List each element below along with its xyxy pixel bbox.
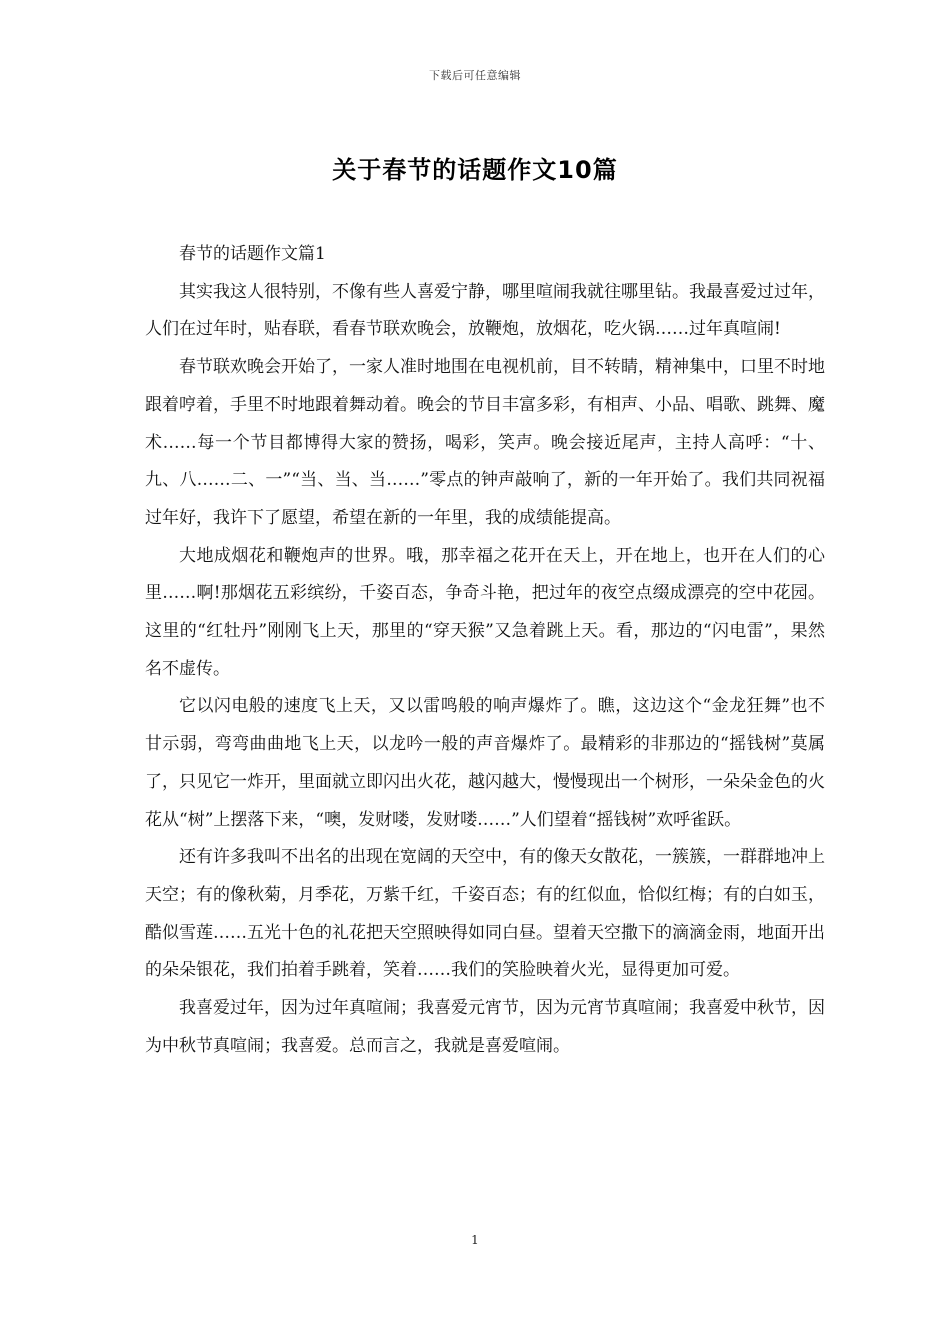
document-body [145,236,825,1065]
paragraph: 其实我这人很特别，不像有些人喜爱宁静，哪里喧闹我就往哪里钻。我最喜爱过过年，人们在过年时，贴春联，看春节联欢晚会，放鞭炮，放烟花，吃火锅……过年真喧闹! [145,281,825,340]
page-number: 1 [471,1233,479,1247]
paragraph: 春节联欢晚会开始了，一家人准时地围在电视机前，目不转睛，精神集中，口里不时地跟着哼着，手里不时地跟着舞动着。晚会的节目丰富多彩，有相声、小品、唱歌、跳舞、魔术……每一个节目都博得大家的赞扬，喝彩，笑声。晚会接近尾声，主持人高呼：“十、九、八……二、一”“当、当、当……”零点的钟声敲响了，新的一年开始了。我们共同祝福过年好，我许下了愿望，希望在新的一年里，我的成绩能提高。 [145,357,825,528]
section-heading: 春节的话题作文篇1 [179,244,326,264]
paragraph: 它以闪电般的速度飞上天，又以雷鸣般的响声爆炸了。瞧，这边这个“金龙狂舞”也不甘示弱，弯弯曲曲地飞上天，以龙吟一般的声音爆炸了。最精彩的非那边的“摇钱树”莫属了，只见它一炸开，里面就立即闪出火花，越闪越大，慢慢现出一个树形，一朵朵金色的火花从“树”上摆落下来，“噢，发财喽，发财喽……”人们望着“摇钱树”欢呼雀跃。 [145,696,825,830]
paragraph: 大地成烟花和鞭炮声的世界。哦，那幸福之花开在天上，开在地上，也开在人们的心里……啊!那烟花五彩缤纷，千姿百态，争奇斗艳，把过年的夜空点缀成漂亮的空中花园。这里的“红牡丹”刚刚飞上天，那里的“穿天猴”又急着跳上天。看，那边的“闪电雷”，果然名不虚传。 [145,545,825,679]
header-note: 下载后可任意编辑 [429,69,521,82]
document-title: 关于春节的话题作文10篇 [332,156,618,184]
paragraph: 我喜爱过年，因为过年真喧闹；我喜爱元宵节，因为元宵节真喧闹；我喜爱中秋节，因为中秋节真喧闹；我喜爱。总而言之，我就是喜爱喧闹。 [145,998,825,1056]
paragraph: 还有许多我叫不出名的出现在宽阔的天空中，有的像天女散花，一簇簇，一群群地冲上天空；有的像秋菊，月季花，万紫千红，千姿百态；有的红似血，恰似红梅；有的白如玉，酷似雪莲……五光十色的礼花把天空照映得如同白昼。望着天空撒下的滴滴金雨，地面开出的朵朵银花，我们拍着手跳着，笑着……我们的笑脸映着火光，显得更加可爱。 [145,847,825,981]
